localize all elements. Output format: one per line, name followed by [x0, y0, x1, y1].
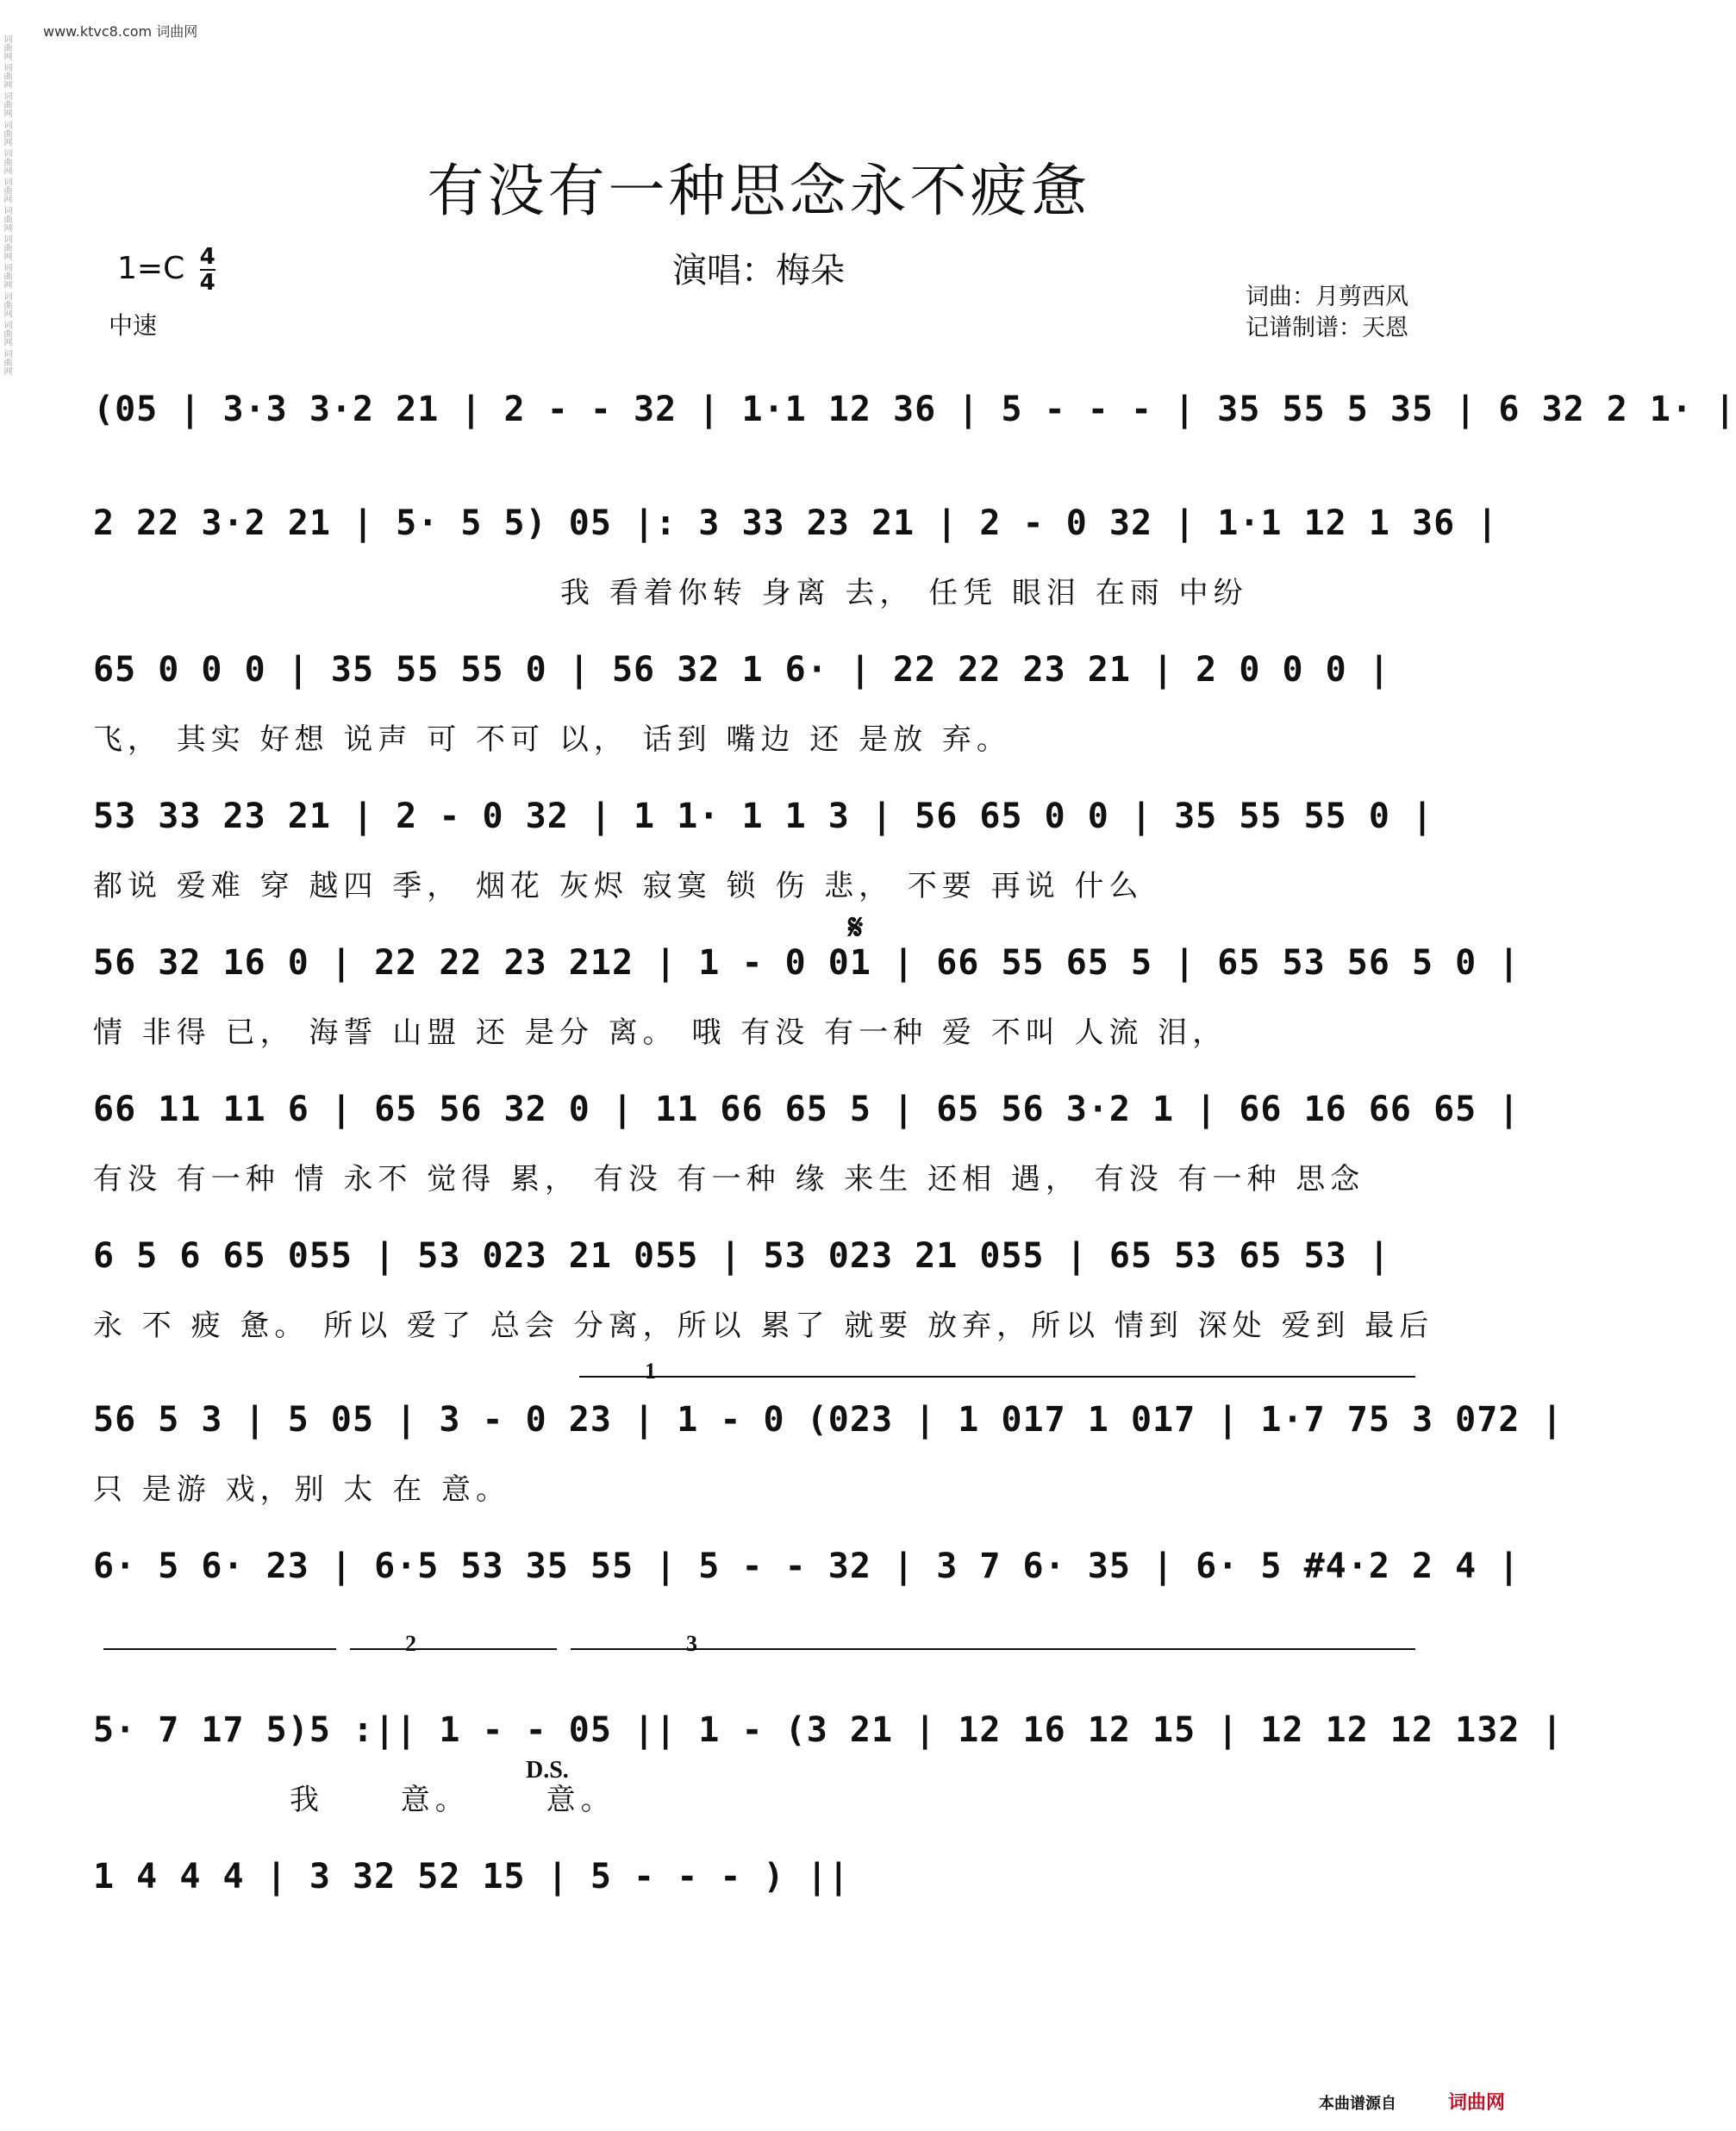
score-row-10-notes: 5· 7 17 5)5 :|| 1 - - 05 || 1 - (3 21 | 12 16 12 15 | 12 12 12 132 |: [93, 1710, 1564, 1750]
transcriber: 记谱制谱：天恩: [1246, 315, 1408, 341]
volta-3-number: 3: [686, 1631, 697, 1656]
singer: 演唱：梅朵: [672, 251, 845, 291]
site-url: www.ktvc8.com 词曲网: [43, 23, 198, 40]
score-row-7-notes: 6 5 6 65 055 | 53 023 21 055 | 53 023 21 055 | 65 53 65 53 |: [93, 1236, 1390, 1276]
volta-1-bracket: [579, 1376, 1415, 1378]
side-watermark: 词曲网 词曲网 词曲网 词曲网 词曲网 词曲网 词曲网 词曲网 词曲网 词曲网 词曲网 词曲网: [2, 34, 11, 375]
score-row-2-lyrics: 我 看着你转 身离 去， 任凭 眼泪 在雨 中纷: [560, 576, 1248, 610]
score-row-8-notes: 56 5 3 | 5 05 | 3 - 0 23 | 1 - 0 (023 | 1 017 1 017 | 1·7 75 3 072 |: [93, 1400, 1564, 1440]
volta-1-number: 1: [645, 1359, 656, 1384]
song-title: 有没有一种思念永不疲惫: [427, 158, 1091, 224]
score-row-10-lyrics: 我 意。 意。: [290, 1783, 615, 1817]
score-row-6-notes: 66 11 11 6 | 65 56 32 0 | 11 66 65 5 | 65 56 3·2 1 | 66 16 66 65 |: [93, 1090, 1521, 1129]
volta-2-number: 2: [405, 1631, 416, 1656]
time-sig-top: 4: [199, 244, 215, 270]
score-row-5-lyrics: 情 非得 已， 海誓 山盟 还 是分 离。 哦 有没 有一种 爱 不叫 人流 泪，: [93, 1016, 1227, 1050]
score-row-7-lyrics: 永 不 疲 惫。 所以 爱了 总会 分离，所以 累了 就要 放弃，所以 情到 深处 爱到 最后: [93, 1309, 1434, 1343]
volta-3-bracket: [571, 1648, 1415, 1650]
lyricist-composer: 词曲：月剪西风: [1246, 284, 1408, 310]
score-row-6-lyrics: 有没 有一种 情 永不 觉得 累， 有没 有一种 缘 来生 还相 遇， 有没 有一种 思念: [93, 1162, 1365, 1197]
tempo: 中速: [109, 311, 158, 340]
time-sig-bottom: 4: [199, 270, 215, 296]
time-signature: [200, 245, 215, 295]
ds-marking: D.S.: [526, 1757, 569, 1784]
score-row-8-lyrics: 只 是游 戏，别 太 在 意。: [93, 1472, 511, 1507]
volta-1-continuation: [103, 1648, 336, 1650]
volta-2-bracket: [350, 1648, 557, 1650]
footer-site-logo: 词曲网: [1448, 2092, 1506, 2114]
score-row-4-lyrics: 都说 爱难 穿 越四 季， 烟花 灰烬 寂寞 锁 伤 悲， 不要 再说 什么: [93, 869, 1144, 903]
score-row-9-notes: 6· 5 6· 23 | 6·5 53 35 55 | 5 - - 32 | 3 7 6· 35 | 6· 5 #4·2 2 4 |: [93, 1547, 1521, 1586]
score-row-4-notes: 53 33 23 21 | 2 - 0 32 | 1 1· 1 1 3 | 56 65 0 0 | 35 55 55 0 |: [93, 797, 1434, 836]
segno-sign: 𝄋: [848, 908, 864, 947]
score-row-3-lyrics: 飞， 其实 好想 说声 可 不可 以， 话到 嘴边 还 是放 弃。: [93, 722, 1011, 757]
score-row-3-notes: 65 0 0 0 | 35 55 55 0 | 56 32 1 6· | 22 22 23 21 | 2 0 0 0 |: [93, 650, 1390, 690]
score-row-1-notes: (05 | 3·3 3·2 21 | 2 - - 32 | 1·1 12 36 | 5 - - - | 35 55 5 35 | 6 32 2 1· |: [93, 390, 1736, 429]
score-row-11-notes: 1 4 4 4 | 3 32 52 15 | 5 - - - ) ||: [93, 1857, 850, 1897]
footer-source-label: 本曲谱源自: [1319, 2095, 1396, 2113]
score-row-2-notes: 2 22 3·2 21 | 5· 5 5) 05 |: 3 33 23 21 | 2 - 0 32 | 1·1 12 1 36 |: [93, 503, 1499, 543]
score-row-5-notes: 56 32 16 0 | 22 22 23 212 | 1 - 0 01 | 66 55 65 5 | 65 53 56 5 0 |: [93, 943, 1521, 983]
key-label: 1=C: [117, 251, 185, 286]
key-signature: [117, 245, 215, 295]
